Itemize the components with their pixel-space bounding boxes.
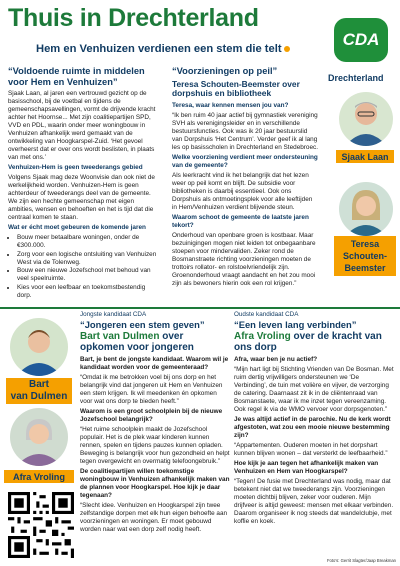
photo-credit: Foto’s: Gerrit Slagter/Jaap Breakman [326, 558, 396, 563]
list-item: • Bouw meer betaalbare woningen, onder de €300.000. [17, 234, 158, 250]
question: Welke voorziening verdient meer ondersteuning van de gemeente? [172, 153, 318, 169]
portrait-bart [10, 318, 68, 376]
answer: “Mijn hart ligt bij Stichting Vrienden van De Bosman. Met ruim dertig vrijwilligers ondersteunen we ‘De Verbinding’, de tuin met volière en vijver, de verzorging de catering. Daarnaast zit ik in de cliëntenraad van Bosmanstaete, waar ik me inzet tegen vereenzaming. Ook regel ik via de WMO vervoer voor dorpsgenoten.” [234, 365, 394, 413]
question: Hoe kijk je aan tegen het afhankelijk maken van Venhuizen en Hem van Hoogkarspel? [234, 459, 379, 475]
name-tag-afra: Afra Vroling [4, 470, 74, 483]
name-tag-teresa [334, 236, 396, 276]
name-line: Schouten- [343, 251, 387, 261]
portrait-afra [10, 408, 68, 466]
portrait-teresa [339, 182, 393, 236]
question: Bart, je bent de jongste kandidaat. Waarom wil je kandidaat worden voor de gemeenteraad? [80, 355, 229, 371]
name-line: Beemster [344, 263, 386, 273]
answer: “Ik ben ruim 40 jaar actief bij gymnastiek vereniging SVH als verenigingsleider en in verschillende bestuursfuncties. Ook was ik 20 jaar bestuurslid van Dorpshuis ‘Het Centrum’. Verder geef ik al lang les op basisscholen in Drechterland en Stedebroec. [172, 111, 319, 151]
question: Venhuizen-Hem is geen tweederangs gebied [8, 164, 143, 171]
qr-code[interactable] [8, 492, 74, 558]
dot-icon [284, 46, 290, 52]
name-line: Bart [28, 379, 49, 390]
party-place-label: Drechterland [328, 73, 384, 83]
name-line: Teresa [350, 239, 380, 249]
answer: “Tegen! De fusie met Drechterland was nodig, maar dat betekent niet dat we tweederangs zijn. Voorzieningen moeten dichtbij blijven, zeker voor ouderen. Mijn drijfveer is altijd geweest: mensen met elkaar verbinden. Daarom organiseer ik nog steeds dat wandelclubje, met koffie en koek. [234, 477, 394, 525]
name-tag-bart [6, 378, 72, 404]
article-subheading: Teresa Schouten-Beemster over dorpshuis en bibliotheek [172, 78, 300, 98]
page-title: Thuis in Drechterland [8, 4, 259, 32]
list-item: • Kies voor een leefbaar en toekomstbestendig dorp. [17, 284, 158, 300]
article-subheading [234, 331, 394, 353]
name-tag-sjaak: Sjaak Laan [336, 150, 394, 163]
article-bart [80, 311, 230, 536]
section-divider [0, 307, 400, 309]
answer: “Het ruime schoolplein maakt de Jozefschool populair. Het is de plek waar kinderen kunnen rennen, spelen en tijdens pauzes kunnen opladen. Beweging is belangrijk voor hun gezondheid en helpt tegen overgewicht en overmatig telefoongebruik.” [80, 425, 230, 465]
article-heading: “Voldoende ruimte in middelen voor Hem en Venhuizen” [8, 66, 145, 87]
article-heading: “Voorzieningen op peil” [172, 66, 278, 76]
name-line: van Dulmen [10, 391, 68, 402]
answer: Volgens Sjaak mag deze Woonvisie dan ook niet de werkelijkheid worden. Venhuizen-Hem is geen achterdeur of tweederangs deel van de gemeente. We zijn een hechte gemeenschap met eigen ambities, wensen en behoeften en het is tijd dat die centraal komen te staan. [8, 174, 155, 221]
article-teresa [172, 66, 318, 290]
question: De coalitiepartijen willen toekomstige woningbouw in Venhuizen afhankelijk maken van de plannen voor Hoogkarspel. Hoe kijk je daar tegenaan? [80, 467, 230, 499]
list-item: • Zorg voor een logische ontsluiting van Venhuizen West via de Tolenweg. [17, 251, 158, 267]
article-sjaak [8, 66, 158, 302]
heading-name: Bart van Dulmen [80, 330, 160, 342]
subtitle-text: Hem en Venhuizen verdienen een stem die telt [36, 43, 282, 55]
question: Teresa, waar kennen mensen jou van? [172, 101, 289, 109]
question: Wat er écht moet gebeuren de komende jaren [8, 224, 146, 231]
portrait-sjaak [339, 92, 393, 146]
answer: “Omdat ik me betrokken voel bij ons dorp en het belangrijk vind dat jongeren uit Hem en Venhuizen een stem krijgen. Ik wil meedenken én opkomen voor wat ons dorp te bieden heeft.” [80, 373, 223, 405]
cda-logo: CDA [334, 18, 388, 62]
list-item: • Bouw een nieuwe Jozefschool met behoud van veel speelruimte. [17, 267, 158, 283]
question: Je was altijd actief in de parochie. Nu de kerk wordt afgestoten, wat zou een mooie nieuwe bestemming zijn? [234, 415, 391, 439]
article-subheading [80, 331, 230, 353]
heading-rest: over de kracht van ons dorp [234, 330, 382, 353]
answer: Als leerkracht vind ik het belangrijk dat het lezen weer op peil komt en blijft. De subsidie voor bibliotheken is daarbij essentieel. Ook ons Dorpshuis als ontmoetingsplek voor alle leeftijden in Hem/Venhuizen verdient blijvende steun. [172, 171, 313, 211]
section-label: Oudste kandidaat CDA [234, 311, 299, 318]
question: Waarom schoot de gemeente de laatste jaren tekort? [172, 213, 309, 229]
answer: “Appartementen. Ouderen moeten in het dorpshart kunnen blijven wonen – dat versterkt de leefbaarheid.” [234, 441, 388, 457]
article-intro: Sjaak Laan, al jaren een vertrouwd gezicht op de basisschool, bij de voetbal en tijdens de gemeenschapsavellingen, vormt de drijvende kracht achter het Hoornse... Met zijn coalitiepartijen SPD, VVD en PDL, waarin onder meer woningbouw in Venhuizen afhankelijk werd gemaakt van de ontwikkeling van Hoogkarspel-Zuid. ‘Het gevoel overheerst dat er over ons wordt beslisten, in plaats van met ons.’ [8, 90, 156, 161]
article-afra [234, 311, 394, 528]
question: Waarom is een groot schoolplein bij de nieuwe Jozefschool belangrijk? [80, 407, 223, 423]
heading-name: Afra Vroling [234, 330, 291, 342]
article-heading: “Een leven lang verbinden” [234, 319, 357, 330]
page-subtitle [36, 43, 290, 55]
article-heading: “Jongeren een stem geven” [80, 319, 205, 330]
answer: “Slecht idee. Venhuizen en Hoogkarspel zijn twee zelfstandige dorpen met elk hun eigen behoefte aan voorzieningen en woningen. Er moet gebouwd worden naar wat een dorp zelf nodig heeft. [80, 501, 228, 533]
bullet-list [8, 234, 158, 300]
answer: Onderhoud van openbare groen is kostbaar. Maar bezuinigingen mogen niet leiden tot onbegaanbare stoepen voor mindervaliden. Zeker rond de Bosmanstraete richting voorzieningen moeten de trottoirs rollator- en rolstoelvriendelijk zijn. Groenonderhoud vraagt aandacht en het zou mooi zijn als bewoners hierin ook een rol krijgen.” [172, 231, 316, 287]
heading-rest: over opkomen voor jongeren [80, 330, 194, 353]
section-label: Jongste kandidaat CDA [80, 311, 147, 318]
question: Afra, waar ben je nu actief? [234, 355, 318, 363]
